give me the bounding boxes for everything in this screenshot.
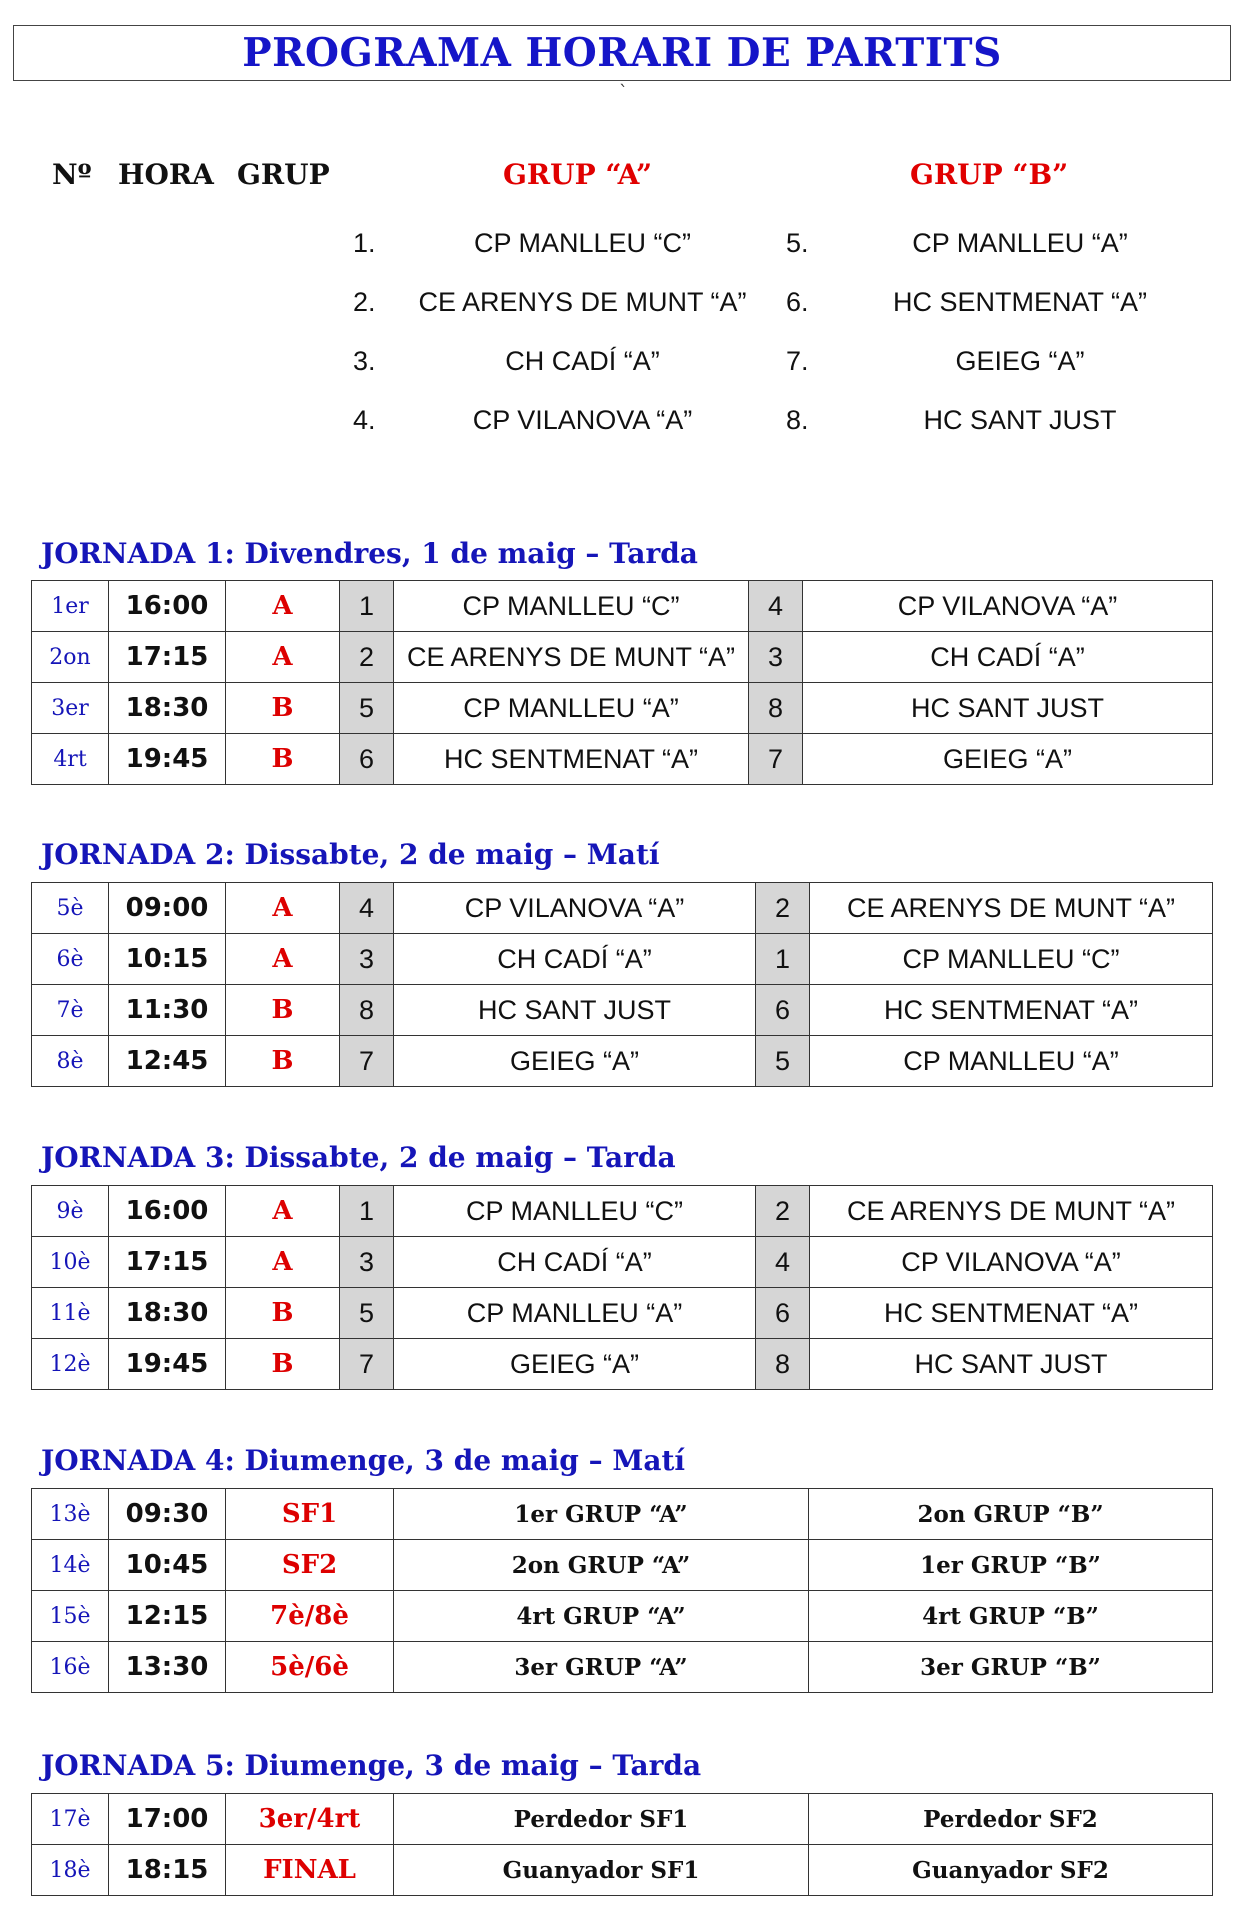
team-name-b: HC SENTMENAT “A” [892,287,1147,317]
match-group: A [226,632,340,683]
match-round: 5è/6è [226,1642,394,1693]
away-team: CP MANLLEU “C” [810,934,1213,985]
home-team: CP MANLLEU “C” [394,1186,756,1237]
jornada-3-table [31,1185,1213,1390]
home-team-number: 5 [340,1288,394,1339]
match-time: 11:30 [109,985,226,1036]
away-slot: Perdedor SF2 [809,1794,1213,1845]
home-team-number: 1 [340,1186,394,1237]
match-time: 09:30 [109,1489,226,1540]
match-time: 17:15 [109,1237,226,1288]
away-team: CP VILANOVA “A” [803,581,1213,632]
home-team-number: 7 [340,1339,394,1390]
match-time: 12:15 [109,1591,226,1642]
home-team: GEIEG “A” [394,1036,756,1087]
match-time: 17:15 [109,632,226,683]
home-team-number: 3 [340,1237,394,1288]
team-name-a: CP VILANOVA “A” [472,405,693,435]
match-time: 18:15 [109,1845,226,1896]
match-row [32,1845,1213,1896]
jornada-2-table [31,882,1213,1087]
home-slot: 3er GRUP “A” [394,1642,809,1693]
header-group-b: GRUP “B” [910,158,1069,191]
away-team-number: 7 [749,734,803,785]
home-slot: 2on GRUP “A” [394,1540,809,1591]
team-number-a: 2. [353,287,376,317]
home-slot: 1er GRUP “A” [394,1489,809,1540]
match-row [32,1642,1213,1693]
away-team-number: 8 [749,683,803,734]
match-row [32,1186,1213,1237]
match-group: A [226,1186,340,1237]
match-group: B [226,1288,340,1339]
match-row [32,1540,1213,1591]
away-team: CH CADÍ “A” [803,632,1213,683]
home-team: CP MANLLEU “C” [394,581,749,632]
team-name-a: CE ARENYS DE MUNT “A” [418,287,747,317]
home-team-number: 2 [340,632,394,683]
away-slot: 2on GRUP “B” [809,1489,1213,1540]
home-team-number: 7 [340,1036,394,1087]
away-team-number: 6 [756,1288,810,1339]
match-order: 4rt [32,734,109,785]
match-time: 16:00 [109,1186,226,1237]
jornada-5-table [31,1793,1213,1896]
home-slot: Perdedor SF1 [394,1794,809,1845]
jornada-3-title: JORNADA 3: Dissabte, 2 de maig – Tarda [41,1141,676,1174]
match-round: 7è/8è [226,1591,394,1642]
match-row [32,1036,1213,1087]
jornada-1-title: JORNADA 1: Divendres, 1 de maig – Tarda [41,537,698,570]
match-order: 9è [32,1186,109,1237]
header-group-a: GRUP “A” [503,158,653,191]
team-number-b: 6. [786,287,809,317]
home-team-number: 8 [340,985,394,1036]
match-order: 17è [32,1794,109,1845]
match-time: 17:00 [109,1794,226,1845]
home-team-number: 6 [340,734,394,785]
match-order: 14è [32,1540,109,1591]
match-group: A [226,883,340,934]
team-name-a: CH CADÍ “A” [505,346,660,376]
away-team-number: 4 [756,1237,810,1288]
home-team: CP MANLLEU “A” [394,1288,756,1339]
match-order: 16è [32,1642,109,1693]
away-team: HC SANT JUST [810,1339,1213,1390]
match-row [32,1288,1213,1339]
team-number-a: 1. [353,228,376,258]
home-slot: 4rt GRUP “A” [394,1591,809,1642]
home-team: HC SENTMENAT “A” [394,734,749,785]
match-row [32,1237,1213,1288]
match-row [32,581,1213,632]
home-team: CH CADÍ “A” [394,934,756,985]
match-row [32,934,1213,985]
match-row [32,632,1213,683]
match-group: B [226,683,340,734]
page-title: PROGRAMA HORARI DE PARTITS [242,30,1002,76]
match-group: B [226,734,340,785]
home-team: CP MANLLEU “A” [394,683,749,734]
match-round: SF1 [226,1489,394,1540]
jornada-4-title: JORNADA 4: Diumenge, 3 de maig – Matí [41,1444,686,1477]
away-team: CE ARENYS DE MUNT “A” [810,883,1213,934]
home-team-number: 1 [340,581,394,632]
away-team-number: 2 [756,1186,810,1237]
team-name-b: CP MANLLEU “A” [912,228,1128,258]
team-number-a: 4. [353,405,376,435]
match-time: 16:00 [109,581,226,632]
away-team-number: 8 [756,1339,810,1390]
match-time: 18:30 [109,683,226,734]
match-time: 09:00 [109,883,226,934]
away-slot: Guanyador SF2 [809,1845,1213,1896]
match-time: 10:45 [109,1540,226,1591]
match-row [32,734,1213,785]
match-order: 1er [32,581,109,632]
away-slot: 4rt GRUP “B” [809,1591,1213,1642]
match-time: 19:45 [109,734,226,785]
match-order: 2on [32,632,109,683]
match-order: 11è [32,1288,109,1339]
match-row [32,1339,1213,1390]
match-order: 5è [32,883,109,934]
away-team-number: 2 [756,883,810,934]
match-row [32,1489,1213,1540]
match-time: 12:45 [109,1036,226,1087]
match-row [32,683,1213,734]
home-team: CP VILANOVA “A” [394,883,756,934]
team-number-b: 5. [786,228,809,258]
match-row [32,1794,1213,1845]
match-order: 10è [32,1237,109,1288]
away-team: GEIEG “A” [803,734,1213,785]
home-team: GEIEG “A” [394,1339,756,1390]
jornada-4-table [31,1488,1213,1693]
away-team-number: 3 [749,632,803,683]
home-slot: Guanyador SF1 [394,1845,809,1896]
match-round: FINAL [226,1845,394,1896]
home-team: HC SANT JUST [394,985,756,1036]
away-team-number: 6 [756,985,810,1036]
match-time: 13:30 [109,1642,226,1693]
match-order: 6è [32,934,109,985]
header-grup: GRUP [237,158,330,191]
team-name-b: GEIEG “A” [955,346,1085,376]
match-order: 18è [32,1845,109,1896]
match-group: B [226,985,340,1036]
home-team: CH CADÍ “A” [394,1237,756,1288]
match-group: A [226,1237,340,1288]
match-group: B [226,1339,340,1390]
match-group: A [226,581,340,632]
match-time: 18:30 [109,1288,226,1339]
away-slot: 1er GRUP “B” [809,1540,1213,1591]
match-order: 3er [32,683,109,734]
match-round: SF2 [226,1540,394,1591]
match-row [32,883,1213,934]
stray-mark: ` [619,82,628,103]
away-team: HC SANT JUST [803,683,1213,734]
away-team: CP VILANOVA “A” [810,1237,1213,1288]
jornada-5-title: JORNADA 5: Diumenge, 3 de maig – Tarda [41,1749,702,1782]
match-order: 12è [32,1339,109,1390]
away-team-number: 1 [756,934,810,985]
away-team: HC SENTMENAT “A” [810,985,1213,1036]
home-team: CE ARENYS DE MUNT “A” [394,632,749,683]
match-order: 7è [32,985,109,1036]
title-box [13,25,1231,81]
away-team-number: 5 [756,1036,810,1087]
away-team-number: 4 [749,581,803,632]
jornada-1-table [31,580,1213,785]
match-order: 8è [32,1036,109,1087]
team-number-a: 3. [353,346,376,376]
match-time: 10:15 [109,934,226,985]
home-team-number: 3 [340,934,394,985]
match-group: B [226,1036,340,1087]
away-team: CP MANLLEU “A” [810,1036,1213,1087]
away-team: HC SENTMENAT “A” [810,1288,1213,1339]
match-order: 13è [32,1489,109,1540]
team-number-b: 7. [786,346,809,376]
match-order: 15è [32,1591,109,1642]
match-row [32,1591,1213,1642]
away-slot: 3er GRUP “B” [809,1642,1213,1693]
header-num: Nº [52,158,92,191]
away-team: CE ARENYS DE MUNT “A” [810,1186,1213,1237]
team-name-a: CP MANLLEU “C” [473,228,692,258]
match-row [32,985,1213,1036]
home-team-number: 4 [340,883,394,934]
team-number-b: 8. [786,405,809,435]
header-hora: HORA [118,158,214,191]
match-time: 19:45 [109,1339,226,1390]
team-name-b: HC SANT JUST [923,405,1117,435]
match-round: 3er/4rt [226,1794,394,1845]
match-group: A [226,934,340,985]
home-team-number: 5 [340,683,394,734]
jornada-2-title: JORNADA 2: Dissabte, 2 de maig – Matí [41,838,660,871]
